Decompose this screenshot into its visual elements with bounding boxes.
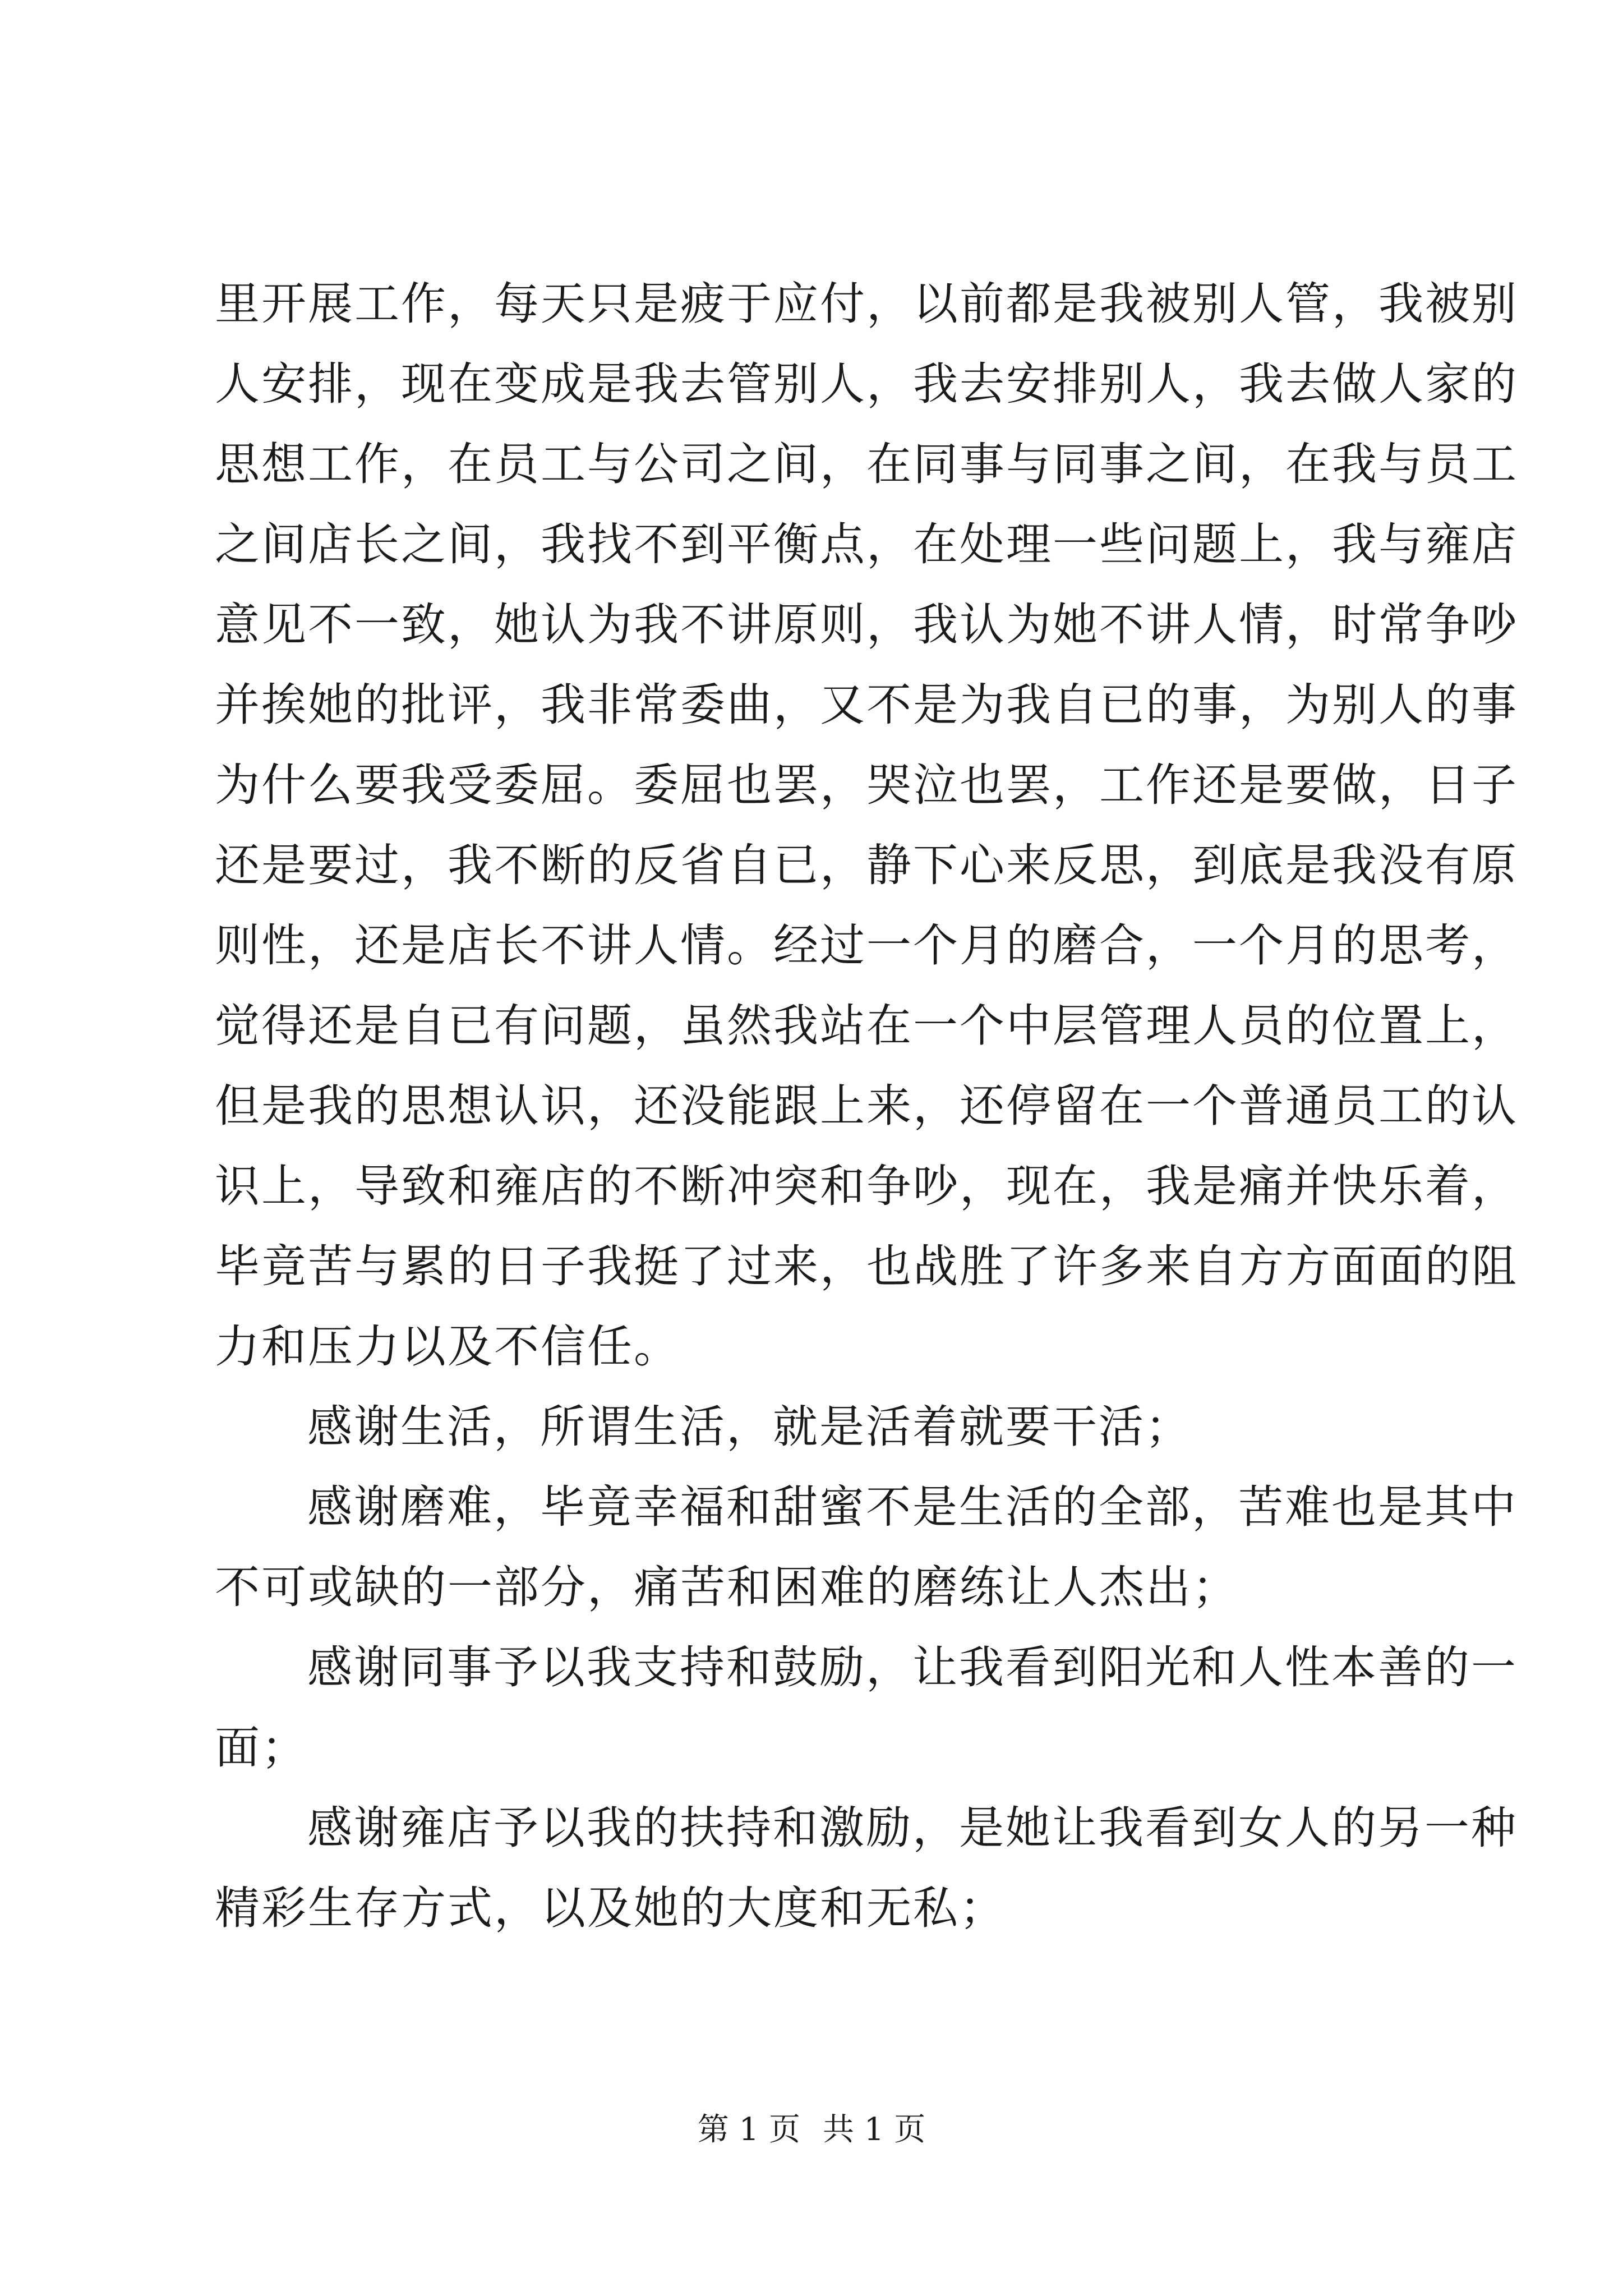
paragraph-line: 感谢雍店予以我的扶持和激励，是她让我看到女人的另一种: [307, 1802, 1518, 1854]
paragraph-line: 感谢生活，所谓生活，就是活着就要干活；: [307, 1401, 1192, 1453]
text-line: 人安排，现在变成是我去管别人，我去安排别人，我去做人家的: [215, 358, 1518, 410]
page-total: 共 1 页: [823, 2111, 926, 2148]
text-line: 但是我的思想认识，还没能跟上来，还停留在一个普通员工的认: [215, 1080, 1518, 1132]
text-line: 思想工作，在员工与公司之间，在同事与同事之间，在我与员工: [215, 438, 1518, 490]
text-line: 力和压力以及不信任。: [215, 1320, 680, 1373]
text-line: 不可或缺的一部分，痛苦和困难的磨练让人杰出；: [215, 1561, 1239, 1613]
text-line: 识上，导致和雍店的不断冲突和争吵，现在，我是痛并快乐着，: [215, 1160, 1518, 1212]
body-text: [215, 264, 1518, 1948]
text-line: 之间店长之间，我找不到平衡点，在处理一些问题上，我与雍店: [215, 518, 1518, 570]
text-line: 面；: [215, 1722, 308, 1774]
text-line: 毕竟苦与累的日子我挺了过来，也战胜了许多来自方方面面的阻: [215, 1240, 1518, 1292]
text-line: 为什么要我受委屈。委屈也罢，哭泣也罢，工作还是要做，日子: [215, 759, 1518, 811]
text-line: 还是要过，我不断的反省自已，静下心来反思，到底是我没有原: [215, 839, 1518, 891]
paragraph-line: 感谢磨难，毕竟幸福和甜蜜不是生活的全部，苦难也是其中: [307, 1481, 1518, 1533]
text-line: 则性，还是店长不讲人情。经过一个月的磨合，一个月的思考，: [215, 919, 1518, 972]
page-number: 第 1 页: [697, 2111, 800, 2148]
paragraph-line: 感谢同事予以我支持和鼓励，让我看到阳光和人性本善的一: [307, 1641, 1518, 1694]
text-line: 觉得还是自已有问题，虽然我站在一个中层管理人员的位置上，: [215, 1000, 1518, 1052]
page-footer: [0, 2110, 1623, 2150]
text-line: 并挨她的批评，我非常委曲，又不是为我自已的事，为别人的事: [215, 679, 1518, 731]
text-line: 里开展工作，每天只是疲于应付，以前都是我被别人管，我被别: [215, 278, 1518, 330]
text-line: 精彩生存方式，以及她的大度和无私；: [215, 1882, 1006, 1934]
text-line: 意见不一致，她认为我不讲原则，我认为她不讲人情，时常争吵: [215, 599, 1518, 651]
